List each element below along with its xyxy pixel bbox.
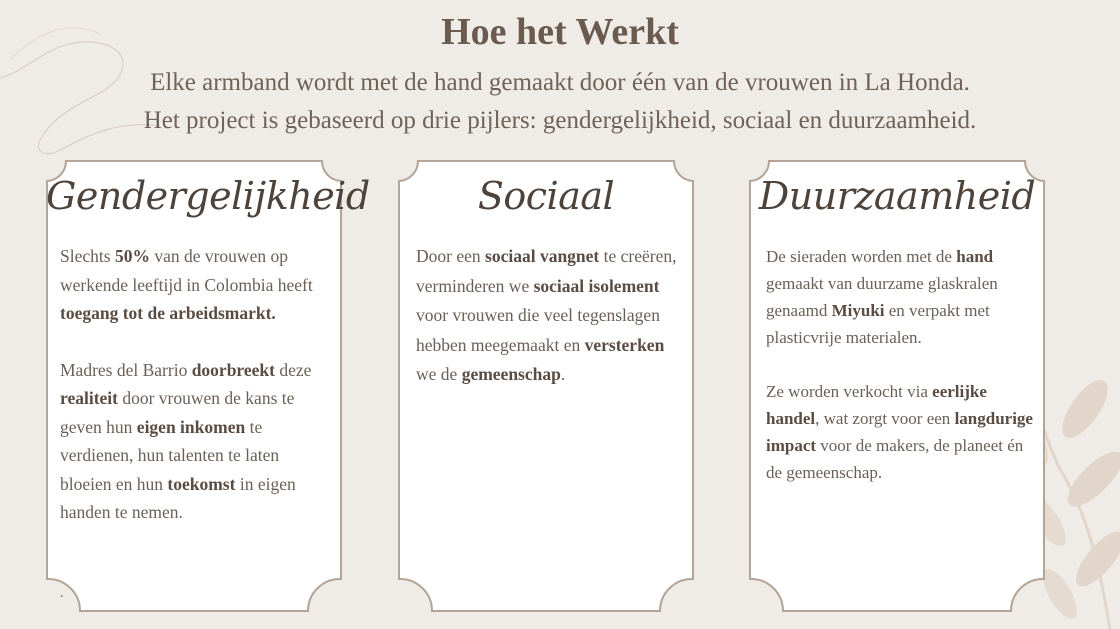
card-paragraph <box>416 242 682 390</box>
card-body <box>416 242 682 418</box>
card-heading: Gendergelijkheid <box>46 174 370 218</box>
card-sociaal <box>398 160 694 612</box>
body-text: gemaakt van duurzame glaskralen genaamd <box>766 274 998 320</box>
emphasis-text: langdurige impact <box>766 409 1033 455</box>
emphasis-text: Miyuki <box>831 301 885 320</box>
card-paragraph <box>60 356 330 527</box>
body-text: in eigen handen te nemen. <box>60 473 296 522</box>
body-text: te creëren, verminderen we <box>416 246 677 296</box>
emphasis-text: doorbreekt <box>191 359 275 380</box>
body-text: deze <box>274 359 312 380</box>
emphasis-text: eigen inkomen <box>136 416 246 437</box>
emphasis-text: hand <box>956 247 994 266</box>
body-text: Slechts <box>60 246 115 266</box>
body-text: . <box>560 364 566 384</box>
emphasis-text: realiteit <box>60 388 118 408</box>
body-text: Ze worden verkocht via <box>766 382 933 401</box>
body-text: door vrouwen de kans te geven hun <box>60 388 295 437</box>
emphasis-text: toekomst <box>167 473 236 494</box>
body-text: te verdienen, hun talenten te laten bloeien en hun <box>60 416 280 494</box>
card-body <box>60 242 330 555</box>
body-text: en verpakt met plasticvrije materialen. <box>766 301 990 347</box>
body-text: voor vrouwen die veel tegenslagen hebben meegemaakt en <box>416 305 660 355</box>
body-text: De sieraden worden met de <box>766 247 957 266</box>
emphasis-text: sociaal isolement <box>533 275 660 296</box>
subtitle-line-1: Elke armband wordt met de hand gemaakt door één van de vrouwen in La Honda. <box>150 69 970 96</box>
emphasis-text: 50% <box>114 246 150 266</box>
body-text: we de <box>416 364 462 384</box>
body-text: , wat zorgt voor een <box>815 409 955 428</box>
body-text: van de vrouwen op werkende leeftijd in Colombia heeft <box>60 246 313 295</box>
card-heading: Sociaal <box>477 174 615 218</box>
card-heading: Duurzaamheid <box>758 174 1036 218</box>
card-paragraph <box>766 378 1033 486</box>
card-duurzaamheid <box>749 160 1045 612</box>
card-paragraph <box>60 242 330 328</box>
emphasis-text: versterken <box>584 334 665 355</box>
emphasis-text: gemeenschap <box>461 364 561 384</box>
subtitle-line-2: Het project is gebaseerd op drie pijlers: gendergelijkheid, sociaal en duurzaamheid. <box>143 107 977 134</box>
trailing-mark: . <box>60 586 64 601</box>
page-title: Hoe het Werkt <box>441 11 679 53</box>
card-gendergelijkheid <box>46 160 370 612</box>
emphasis-text: sociaal vangnet <box>485 246 600 266</box>
page-subtitle <box>0 64 1120 140</box>
card-paragraph <box>766 243 1033 351</box>
card-body <box>766 243 1033 513</box>
body-text: voor de makers, de planeet én de gemeenschap. <box>766 436 1024 482</box>
body-text: Madres del Barrio <box>60 359 192 380</box>
body-text: Door een <box>416 246 486 266</box>
emphasis-text: toegang tot de arbeidsmarkt. <box>60 303 276 323</box>
emphasis-text: eerlijke handel <box>766 382 987 428</box>
